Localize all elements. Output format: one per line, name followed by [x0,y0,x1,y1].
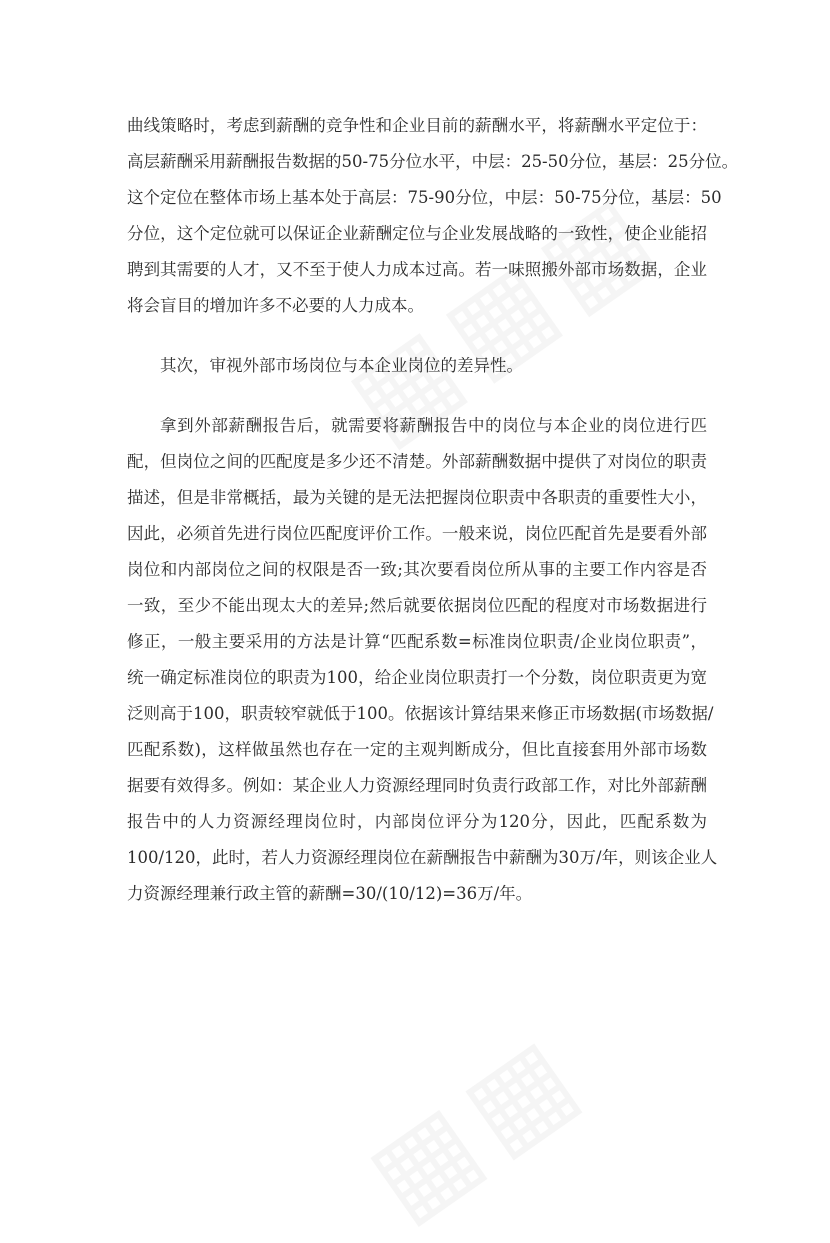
text-line: 泛则高于100，职责较窄就低于100。依据该计算结果来修正市场数据(市场数据/ [127,704,714,723]
text-line: 曲线策略时，考虑到薪酬的竞争性和企业目前的薪酬水平，将薪酬水平定位于： [127,116,707,135]
text-line: 报告中的人力资源经理岗位时，内部岗位评分为120分，因此，匹配系数为 [127,812,707,831]
text-line: 描述，但是非常概括，最为关键的是无法把握岗位职责中各职责的重要性大小， [127,488,707,507]
text-line: 力资源经理兼行政主管的薪酬=30/(10/12)=36万/年。 [127,884,533,903]
text-line: 分位，这个定位就可以保证企业薪酬定位与企业发展战略的一致性，使企业能招 [127,224,707,243]
text-line: 修正，一般主要采用的方法是计算“匹配系数=标准岗位职责/企业岗位职责”， [127,632,707,651]
text-line: 100/120，此时，若人力资源经理岗位在薪酬报告中薪酬为30万/年，则该企业人 [127,848,718,867]
text-line: 将会盲目的增加许多不必要的人力成本。 [127,296,424,315]
text-line: 岗位和内部岗位之间的权限是否一致;其次要看岗位所从事的主要工作内容是否 [127,560,707,579]
text-line: 聘到其需要的人才，又不至于使人力成本过高。若一味照搬外部市场数据，企业 [127,260,707,279]
text-line: 这个定位在整体市场上基本处于高层：75-90分位，中层：50-75分位，基层：50 [127,188,722,207]
text-line: 配，但岗位之间的匹配度是多少还不清楚。外部薪酬数据中提供了对岗位的职责 [127,452,707,471]
paragraph [127,408,718,912]
text-line: 拿到外部薪酬报告后，就需要将薪酬报告中的岗位与本企业的岗位进行匹 [160,416,707,435]
paragraph [127,348,707,384]
text-line: 匹配系数)，这样做虽然也存在一定的主观判断成分，但比直接套用外部市场数 [127,740,707,759]
document-body [127,108,739,912]
text-line: 据要有效得多。例如：某企业人力资源经理同时负责行政部工作，对比外部薪酬 [127,776,707,795]
text-line: 因此，必须首先进行岗位匹配度评价工作。一般来说，岗位匹配首先是要看外部 [127,524,707,543]
text-line: 高层薪酬采用薪酬报告数据的50-75分位水平，中层：25-50分位，基层：25分位。 [127,152,739,171]
text-line: 统一确定标准岗位的职责为100，给企业岗位职责打一个分数，岗位职责更为宽 [127,668,707,687]
text-line: 其次，审视外部市场岗位与本企业岗位的差异性。 [160,356,523,375]
paragraph [127,108,739,324]
text-line: 一致，至少不能出现太大的差异;然后就要依据岗位匹配的程度对市场数据进行 [127,596,707,615]
watermark [344,1005,607,1243]
